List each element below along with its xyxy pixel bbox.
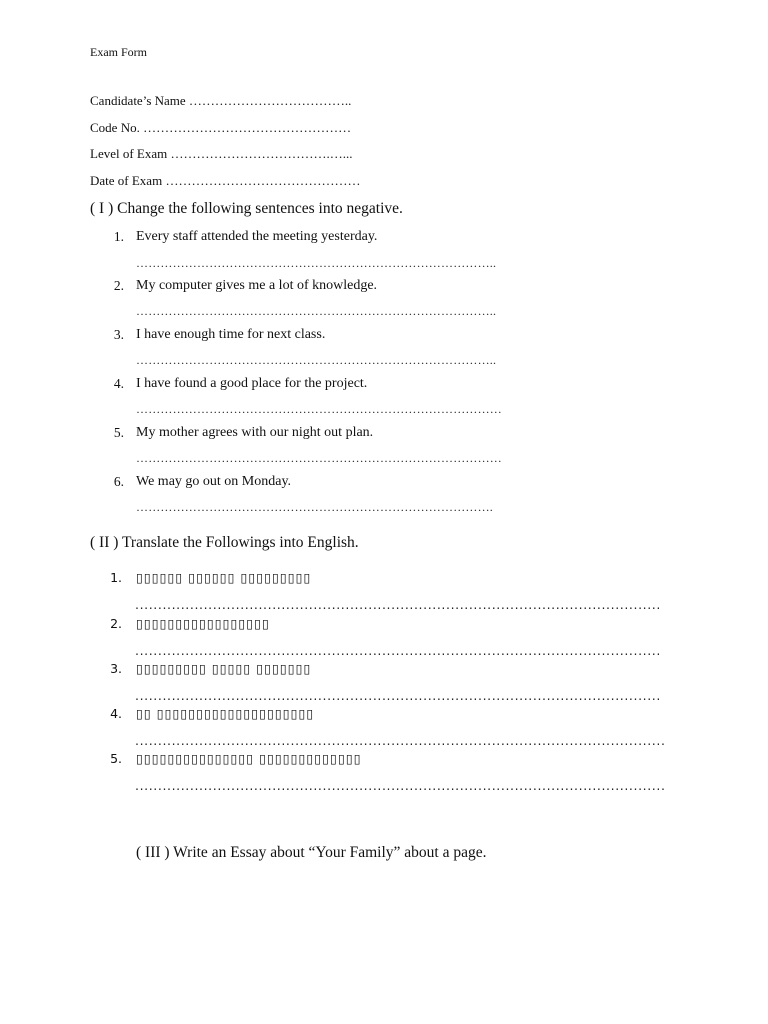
- item-number: 4.: [110, 706, 122, 721]
- field-dots: ………………………………..: [188, 93, 352, 108]
- item-number: 3.: [110, 661, 122, 676]
- sentence-text: My computer gives me a lot of knowledge.: [136, 278, 378, 293]
- section-1-heading: ( I ) Change the following sentences into negative.: [90, 200, 403, 217]
- item-number: 1.: [110, 570, 122, 585]
- answer-line: ...................................................................................................................: [135, 643, 661, 658]
- translation-text: ▯▯▯▯▯▯▯▯▯ ▯▯▯▯▯ ▯▯▯▯▯▯▯: [136, 661, 312, 676]
- field-dots: ………………………………………: [165, 173, 361, 188]
- date-of-exam-field: [90, 173, 360, 189]
- translation-text: ▯▯▯▯▯▯ ▯▯▯▯▯▯ ▯▯▯▯▯▯▯▯▯: [136, 570, 312, 585]
- item-number: 3.: [113, 327, 124, 342]
- answer-line: ....................................................................................................................: [135, 778, 666, 793]
- field-label: Candidate’s Name: [90, 93, 186, 108]
- answer-line: ……………………………………………………………………………..: [136, 304, 497, 318]
- section-3-heading: ( III ) Write an Essay about “Your Family” about a page.: [136, 844, 487, 861]
- form-title: Exam Form: [90, 45, 147, 59]
- item-number: 5.: [113, 425, 124, 440]
- translation-text: ▯▯▯▯▯▯▯▯▯▯▯▯▯▯▯ ▯▯▯▯▯▯▯▯▯▯▯▯▯: [136, 751, 362, 766]
- answer-line: …………………………………………………………………………….: [136, 500, 493, 514]
- sentence-text: My mother agrees with our night out plan.: [136, 425, 374, 440]
- field-label: Date of Exam: [90, 173, 163, 188]
- item-number: 4.: [113, 376, 124, 391]
- item-number: 1.: [113, 229, 124, 244]
- sentence-text: We may go out on Monday.: [136, 474, 292, 489]
- answer-line: ....................................................................................................................: [135, 733, 666, 748]
- sentence-text: I have enough time for next class.: [136, 327, 326, 342]
- sentence-text: Every staff attended the meeting yesterday.: [136, 229, 378, 244]
- answer-line: ...................................................................................................................: [135, 597, 661, 612]
- item-number: 2.: [110, 616, 122, 631]
- section-2-heading: ( II ) Translate the Followings into English.: [90, 534, 359, 551]
- item-number: 2.: [113, 278, 124, 293]
- translation-text: ▯▯▯▯▯▯▯▯▯▯▯▯▯▯▯▯▯: [136, 616, 270, 631]
- answer-line: ……………………………………………………………………………..: [136, 353, 497, 367]
- code-no-field: [90, 120, 351, 136]
- field-dots: …………………………………………: [143, 120, 352, 135]
- field-label: Level of Exam: [90, 146, 168, 161]
- translation-text: ▯▯ ▯▯▯▯▯▯▯▯▯▯▯▯▯▯▯▯▯▯▯▯: [136, 706, 315, 721]
- candidate-name-field: [90, 93, 351, 109]
- level-of-exam-field: [90, 146, 353, 162]
- answer-line: ...................................................................................................................: [135, 688, 661, 703]
- field-label: Code No.: [90, 120, 140, 135]
- item-number: 5.: [110, 751, 122, 766]
- answer-line: ……………………………………………………………………………..: [136, 256, 497, 270]
- answer-line: ………………………………………………………………………………: [136, 451, 502, 465]
- field-dots: ……………………………….…...: [170, 146, 353, 161]
- sentence-text: I have found a good place for the project.: [136, 376, 368, 391]
- item-number: 6.: [113, 474, 124, 489]
- answer-line: ………………………………………………………………………………: [136, 402, 502, 416]
